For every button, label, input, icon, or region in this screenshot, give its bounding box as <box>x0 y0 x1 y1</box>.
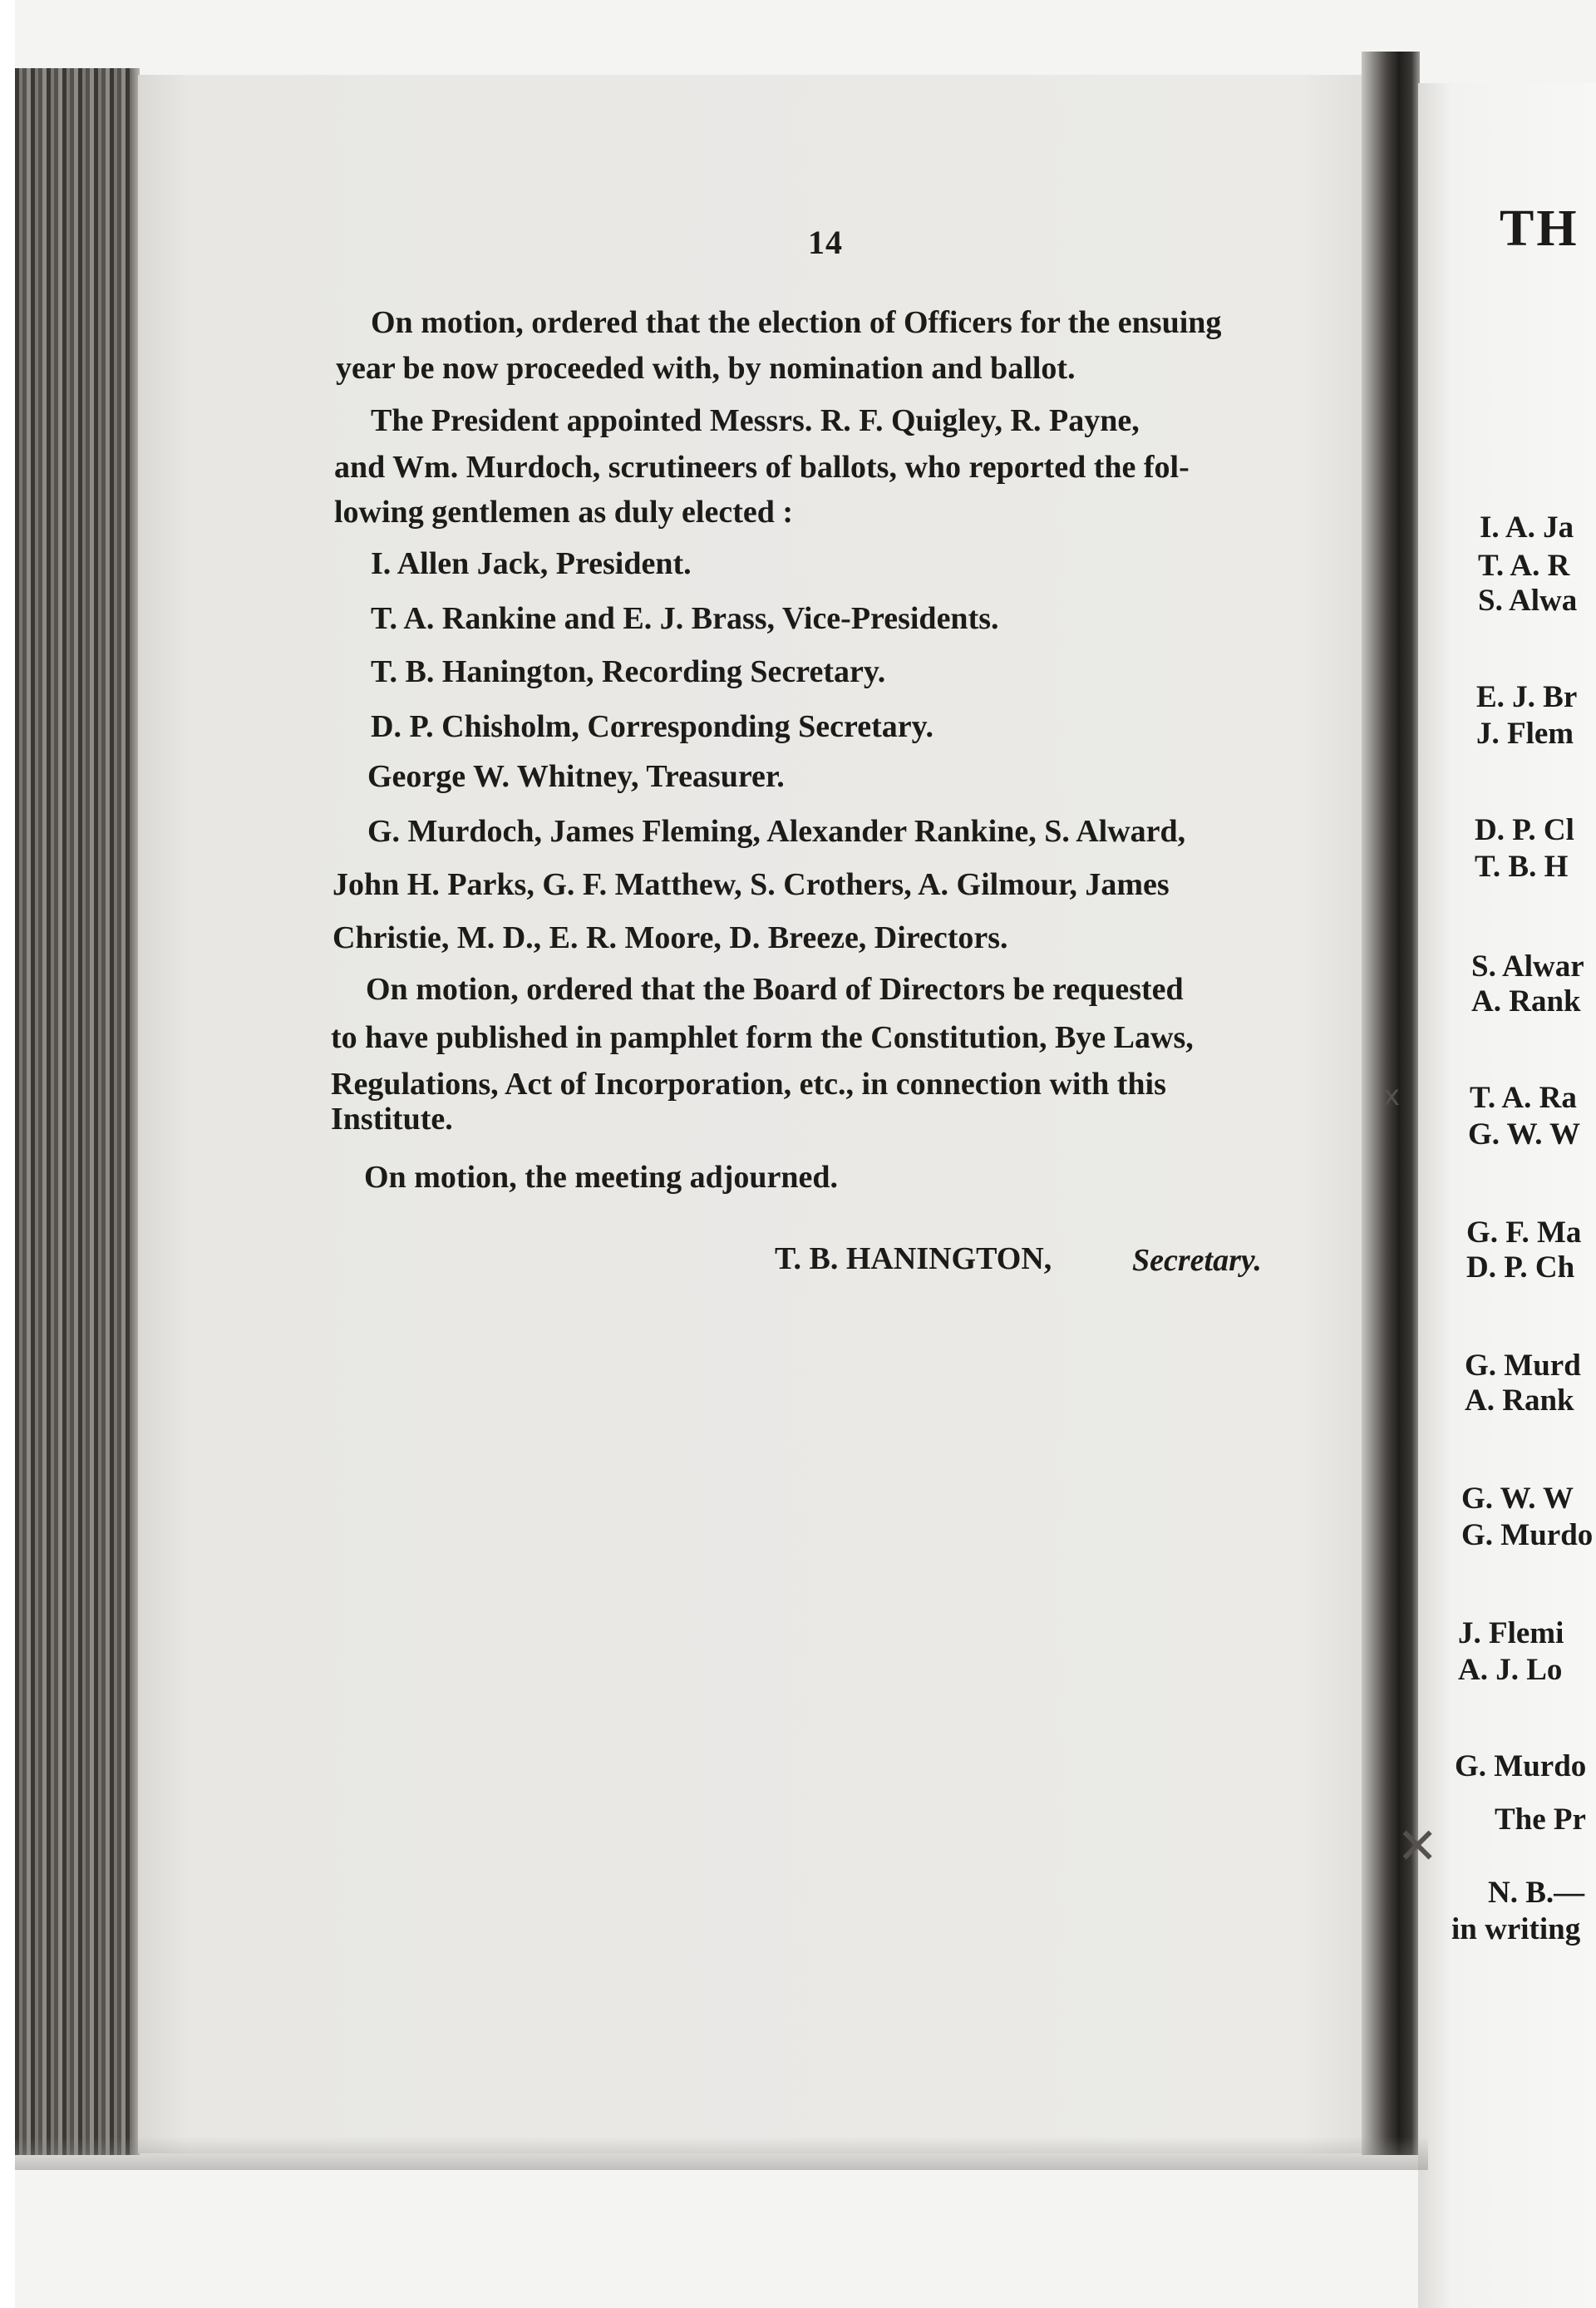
directors-line-1: G. Murdoch, James Fleming, Alexander Rankine, S. Alward, <box>367 814 1186 849</box>
right-line: G. Murdo <box>1461 1518 1594 1552</box>
pencil-mark-icon: x <box>1383 1079 1401 1112</box>
right-line: D. P. Cl <box>1475 813 1574 847</box>
right-line: T. B. H <box>1475 850 1569 884</box>
right-line: A. Rank <box>1471 984 1581 1018</box>
adjourn-line: On motion, the meeting adjourned. <box>364 1160 838 1195</box>
right-line: T. A. Ra <box>1470 1081 1577 1115</box>
paragraph-3-line-1: On motion, ordered that the Board of Directors be requested <box>366 972 1184 1007</box>
paragraph-2-line-3: lowing gentlemen as duly elected : <box>334 495 794 530</box>
right-line: S. Alwa <box>1478 584 1578 618</box>
right-line: G. W. W <box>1461 1482 1574 1516</box>
signature-title: Secretary. <box>1132 1243 1262 1278</box>
right-line: D. P. Ch <box>1466 1250 1575 1285</box>
right-line: G. F. Ma <box>1466 1216 1582 1250</box>
right-line: The Pr <box>1495 1803 1586 1837</box>
right-line: J. Flemi <box>1458 1616 1564 1650</box>
paragraph-3-line-2: to have published in pamphlet form the Constitution, Bye Laws, <box>331 1020 1194 1055</box>
directors-line-3: Christie, M. D., E. R. Moore, D. Breeze, Directors. <box>332 920 1008 955</box>
left-page <box>138 75 1385 2153</box>
directors-line-2: John H. Parks, G. F. Matthew, S. Crothers, A. Gilmour, James <box>332 867 1170 902</box>
paragraph-1-line-1: On motion, ordered that the election of Officers for the ensuing <box>371 305 1222 340</box>
page-edges <box>15 68 140 2155</box>
right-line: A. J. Lo <box>1458 1653 1563 1687</box>
officer-president: I. Allen Jack, President. <box>371 546 692 581</box>
right-line: in writing <box>1451 1912 1581 1946</box>
right-line: A. Rank <box>1465 1383 1574 1418</box>
right-line: G. W. W <box>1468 1117 1581 1152</box>
right-line: E. J. Br <box>1476 680 1578 714</box>
page-number: 14 <box>808 224 843 261</box>
right-line: T. A. R <box>1478 549 1570 583</box>
officer-recording-secretary: T. B. Hanington, Recording Secretary. <box>371 654 886 689</box>
right-line: G. Murd <box>1465 1349 1581 1383</box>
right-page <box>1418 83 1596 2308</box>
scan-margin <box>0 0 15 2308</box>
page-shadow <box>15 2137 1428 2170</box>
right-line: N. B.— <box>1488 1876 1585 1910</box>
pencil-mark-icon: ✕ <box>1396 1817 1439 1876</box>
right-line: J. Flem <box>1476 717 1574 751</box>
officer-corresponding-secretary: D. P. Chisholm, Corresponding Secretary. <box>371 709 934 744</box>
right-line: G. Murdo <box>1455 1749 1587 1783</box>
paragraph-2-line-1: The President appointed Messrs. R. F. Quigley, R. Payne, <box>371 403 1140 438</box>
signature-name: T. B. HANINGTON, <box>775 1241 1052 1276</box>
paragraph-3-line-4: Institute. <box>331 1102 453 1137</box>
right-page-heading: TH <box>1500 200 1579 257</box>
paragraph-3-line-3: Regulations, Act of Incorporation, etc., in connection with this <box>331 1067 1166 1102</box>
officer-treasurer: George W. Whitney, Treasurer. <box>367 759 785 794</box>
officer-vice-presidents: T. A. Rankine and E. J. Brass, Vice-Presidents. <box>371 601 999 636</box>
right-line: S. Alwar <box>1471 949 1584 984</box>
paragraph-2-line-2: and Wm. Murdoch, scrutineers of ballots, who reported the fol- <box>334 450 1190 485</box>
paragraph-1-line-2: year be now proceeded with, by nomination and ballot. <box>336 351 1076 386</box>
right-line: I. A. Ja <box>1480 510 1574 545</box>
